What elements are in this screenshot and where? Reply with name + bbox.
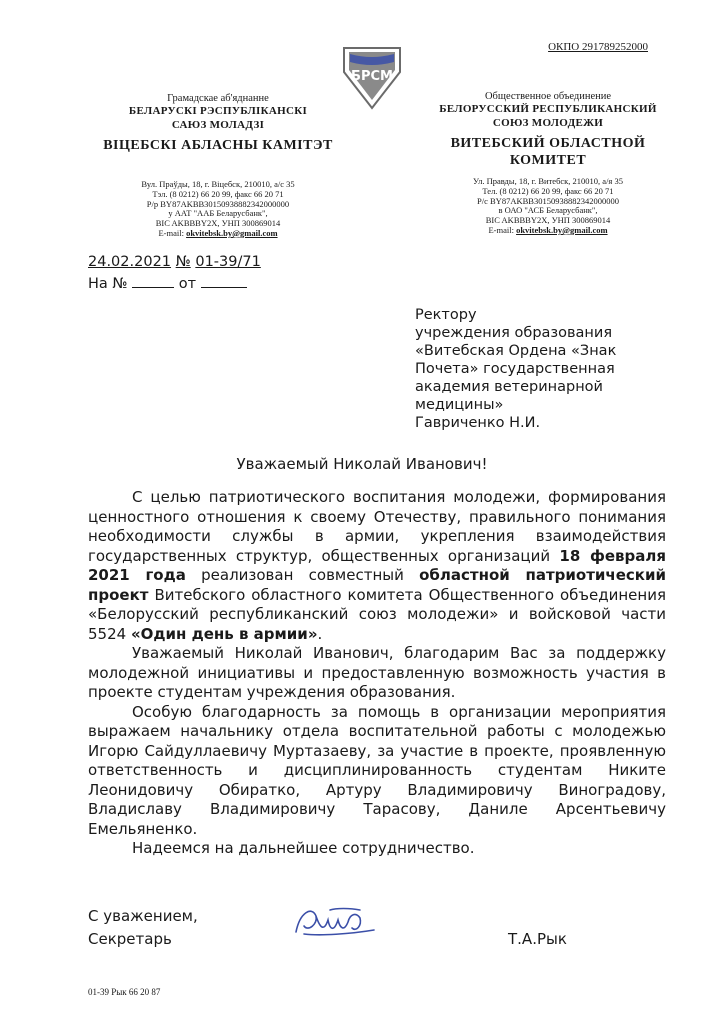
email-line	[418, 226, 678, 236]
paragraph-3: Особую благодарность за помощь в организации мероприятия выражаем начальнику отдела воспитательной работы с молодежью Игорю Сайдуллаевичу Муртазаеву, за участие в проекте, проявленную ответственность и дисциплинированность студентам Никите Леонидовичу Обиратко, Артуру Владимировичу Виноградову, Владиславу Владимировичу Тарасову, Даниле Арсентьевичу Емельяненко.	[88, 702, 666, 838]
okpo-code: ОКПО 291789252000	[548, 41, 648, 53]
addressee-line: медицины»	[415, 397, 504, 413]
text-run: .	[317, 624, 323, 643]
address-line: Ул. Правды, 18, г. Витебск, 210010, а/я 35	[473, 176, 623, 186]
incoming-reference	[88, 275, 247, 292]
handwritten-signature	[290, 902, 380, 944]
incoming-date-blank	[201, 275, 247, 288]
footer-code: 01-39 Рык 66 20 87	[88, 987, 161, 997]
header-left	[88, 92, 348, 154]
incoming-number-blank	[132, 275, 174, 288]
address-line: Р/с BY87AKBB30150938882342000000	[477, 195, 619, 206]
incoming-no-label: На №	[88, 276, 128, 292]
org-name-by-1: БЕЛАРУСКІ РЭСПУБЛІКАНСКІ	[128, 105, 308, 118]
paragraph-2: Уважаемый Николай Иванович, благодарим Вас за поддержку молодежной инициативы и предоставленную возможность участия в проекте студентам учреждения образования.	[88, 644, 666, 701]
header-right	[418, 90, 678, 170]
addressee-line: Гавриченко Н.И.	[415, 415, 541, 431]
addressee-block	[415, 306, 655, 432]
address-line: у ААТ "ААБ Беларусбанк",	[168, 208, 268, 219]
email-link[interactable]: okvitebsk.by@gmail.com	[186, 227, 278, 238]
org-name-ru-1: БЕЛОРУССКИЙ РЕСПУБЛИКАНСКИЙ	[439, 103, 657, 116]
logo-text: БРСМ	[351, 69, 393, 84]
org-type-by: Грамадскае аб'яднанне	[167, 93, 269, 104]
address-line: Вул. Праўды, 18, г. Віцебск, 210010, а/с 35	[141, 179, 295, 189]
text-run: реализован совместный	[185, 566, 420, 584]
event-date: 18 февраля 2021 года	[88, 546, 666, 584]
address-line: BIC AKBBBY2X, УНП 300869014	[155, 218, 281, 229]
email-label: E-mail:	[488, 224, 514, 235]
number-sign: №	[175, 254, 191, 270]
address-line: Тэл. (8 0212) 66 20 99, факс 66 20 71	[152, 188, 284, 199]
signer-name: Т.А.Рык	[508, 930, 567, 948]
committee-ru: ВИТЕБСКИЙ ОБЛАСТНОЙ КОМИТЕТ	[450, 135, 646, 169]
addressee-line: Почета» государственная	[415, 361, 615, 377]
project-type: областной патриотический проект	[88, 566, 666, 604]
text-run: Витебского областного комитета Общественного объединения «Белорусский республиканский союз молодежи» и войсковой части 5524	[88, 585, 666, 643]
addressee-line: учреждения образования	[415, 325, 613, 341]
address-line: BIC AKBBBY2X, УНП 300869014	[485, 215, 611, 226]
letter-body	[88, 488, 666, 859]
project-name: «Один день в армии»	[130, 624, 318, 643]
address-line: Тел. (8 0212) 66 20 99, факс 66 20 71	[482, 185, 614, 196]
address-left	[88, 180, 348, 239]
email-link[interactable]: okvitebsk.by@gmail.com	[516, 224, 608, 235]
letter-date: 24.02.2021	[88, 254, 172, 270]
org-name-ru-2: СОЮЗ МОЛОДЕЖИ	[492, 116, 604, 129]
email-line	[88, 229, 348, 239]
outgoing-reference	[88, 254, 261, 270]
addressee-line: «Витебская Ордена «Знак	[415, 343, 617, 359]
closing-phrase: С уважением,	[88, 907, 198, 925]
address-line: Р/р BY87AKBB30150938882342000000	[146, 198, 290, 209]
committee-by: ВІЦЕБСКІ АБЛАСНЫ КАМІТЭТ	[103, 137, 333, 153]
incoming-date-label: от	[178, 276, 197, 292]
letter-number: 01-39/71	[195, 254, 261, 270]
signer-title: Секретарь	[88, 930, 172, 948]
address-line: в ОАО "АСБ Беларусбанк",	[498, 205, 598, 216]
paragraph-1	[88, 488, 666, 644]
addressee-line: академия ветеринарной	[415, 379, 603, 395]
email-label: E-mail:	[158, 227, 184, 238]
brsm-logo	[340, 42, 404, 112]
org-name-by-2: САЮЗ МОЛАДЗІ	[171, 118, 265, 131]
org-type-ru: Общественное объединение	[484, 91, 612, 102]
addressee-line: Ректору	[415, 307, 477, 323]
text-run: С целью патриотического воспитания молодежи, формирования ценностного отношения к своему Отечеству, правильного понимания необходимости службы в армии, укрепления взаимодействия государственных структур, общественных организаций	[88, 488, 666, 565]
greeting: Уважаемый Николай Иванович!	[236, 455, 488, 473]
paragraph-4: Надеемся на дальнейшее сотрудничество.	[132, 839, 475, 857]
address-right	[418, 177, 678, 236]
